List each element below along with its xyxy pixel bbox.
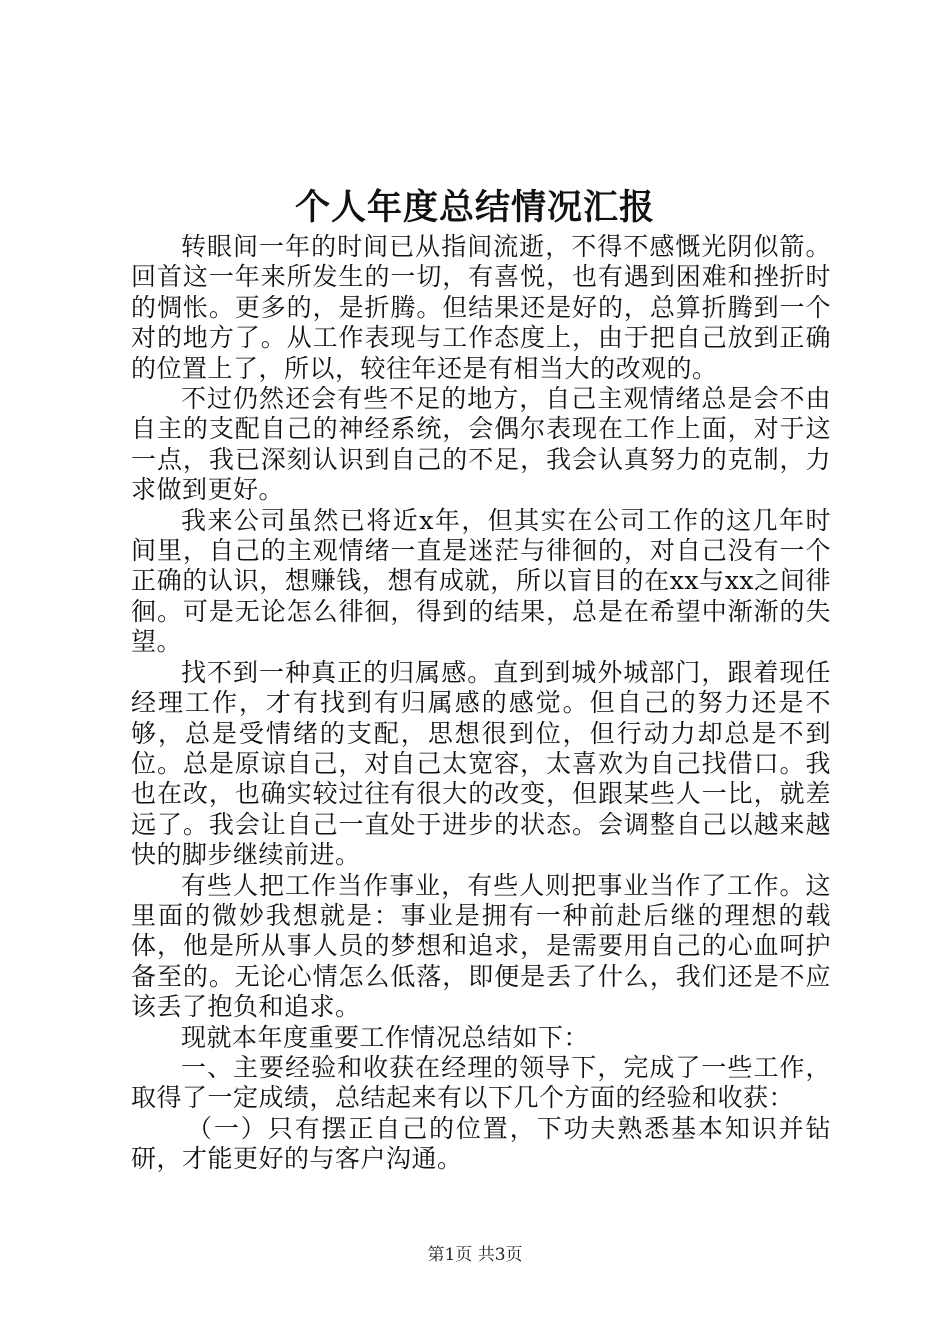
paragraph: 找不到一种真正的归属感。直到到城外城部门，跟着现任经理工作，才有找到有归属感的感觉。但自己的努力还是不够，总是受情绪的支配，思想很到位，但行动力却总是不到位。总是原谅自己，对自己太宽容，太喜欢为自己找借口。我也在改，也确实较过往有很大的改变，但跟某些人一比，就差远了。我会让自己一直处于进步的状态。会调整自己以越来越快的脚步继续前进。 <box>131 657 831 870</box>
document-body <box>131 232 831 1175</box>
paragraph: （一）只有摆正自己的位置，下功夫熟悉基本知识并钻研，才能更好的与客户沟通。 <box>131 1113 831 1174</box>
page-footer: 第1页 共3页 <box>427 1245 523 1265</box>
paragraph: 不过仍然还会有些不足的地方，自己主观情绪总是会不由自主的支配自己的神经系统，会偶尔表现在工作上面，对于这一点，我已深刻认识到自己的不足，我会认真努力的克制，力求做到更好。 <box>131 384 831 505</box>
paragraph: 转眼间一年的时间已从指间流逝，不得不感慨光阴似箭。回首这一年来所发生的一切，有喜悦，也有遇到困难和挫折时的惆怅。更多的，是折腾。但结果还是好的，总算折腾到一个对的地方了。从工作表现与工作态度上，由于把自己放到正确的位置上了，所以，较往年还是有相当大的改观的。 <box>131 232 831 383</box>
document-title: 个人年度总结情况汇报 <box>294 187 655 228</box>
paragraph: 有些人把工作当作事业，有些人则把事业当作了工作。这里面的微妙我想就是：事业是拥有一种前赴后继的理想的载体，他是所从事人员的梦想和追求，是需要用自己的心血呵护备至的。无论心情怎么低落，即便是丢了什么，我们还是不应该丢了抱负和追求。 <box>131 870 831 1022</box>
paragraph: 一、主要经验和收获在经理的领导下，完成了一些工作，取得了一定成绩，总结起来有以下几个方面的经验和收获： <box>131 1052 831 1113</box>
paragraph: 我来公司虽然已将近x年，但其实在公司工作的这几年时间里，自己的主观情绪一直是迷茫与徘徊的，对自己没有一个正确的认识，想赚钱，想有成就，所以盲目的在xx与xx之间徘徊。可是无论怎么徘徊，得到的结果，总是在希望中渐渐的失望。 <box>131 505 831 657</box>
paragraph: 现就本年度重要工作情况总结如下： <box>181 1022 590 1052</box>
